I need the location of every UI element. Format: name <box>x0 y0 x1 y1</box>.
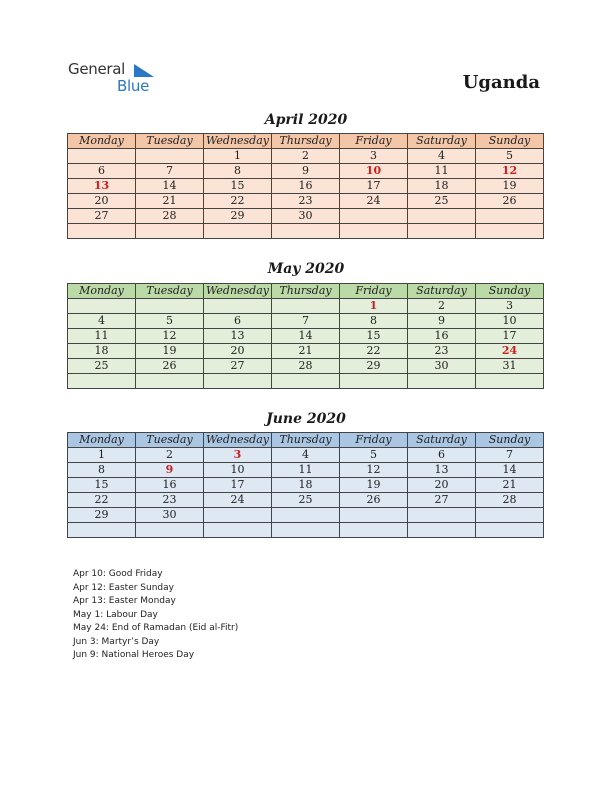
day-cell <box>68 523 136 538</box>
day-cell: 24 <box>204 493 272 508</box>
day-cell: 4 <box>68 314 136 329</box>
week-row <box>68 478 544 493</box>
day-cell: 16 <box>136 478 204 493</box>
day-cell: 8 <box>204 164 272 179</box>
day-cell: 3 <box>476 299 544 314</box>
month-title-may: May 2020 <box>267 261 345 277</box>
week-row <box>68 493 544 508</box>
day-cell: 7 <box>476 448 544 463</box>
day-cell: 12 <box>340 463 408 478</box>
day-cell <box>136 374 204 389</box>
calendar-may <box>67 283 544 389</box>
day-cell: 30 <box>408 359 476 374</box>
holiday-list-item: May 1: Labour Day <box>73 609 158 620</box>
day-cell: 26 <box>476 194 544 209</box>
day-cell: 15 <box>204 179 272 194</box>
day-cell: 1 <box>68 448 136 463</box>
day-cell <box>408 209 476 224</box>
day-cell <box>136 224 204 239</box>
day-cell: 28 <box>136 209 204 224</box>
day-cell: 21 <box>136 194 204 209</box>
day-cell: 28 <box>272 359 340 374</box>
weekday-header: Tuesday <box>136 284 204 299</box>
weekday-header: Tuesday <box>136 134 204 149</box>
day-cell <box>476 374 544 389</box>
day-cell: 13 <box>204 329 272 344</box>
week-row <box>68 344 544 359</box>
day-cell <box>340 374 408 389</box>
weekday-header: Saturday <box>408 284 476 299</box>
day-cell: 2 <box>136 448 204 463</box>
day-cell: 29 <box>340 359 408 374</box>
day-cell: 7 <box>272 314 340 329</box>
day-cell: 4 <box>272 448 340 463</box>
day-cell <box>68 299 136 314</box>
day-cell <box>204 299 272 314</box>
day-cell <box>476 224 544 239</box>
week-row <box>68 329 544 344</box>
week-row <box>68 359 544 374</box>
day-cell: 19 <box>136 344 204 359</box>
weekday-header: Thursday <box>272 284 340 299</box>
day-cell: 18 <box>408 179 476 194</box>
logo <box>68 60 158 96</box>
day-cell: 30 <box>136 508 204 523</box>
day-cell: 20 <box>408 478 476 493</box>
day-cell: 15 <box>340 329 408 344</box>
day-cell: 23 <box>408 344 476 359</box>
day-cell: 7 <box>136 164 204 179</box>
day-cell: 8 <box>340 314 408 329</box>
day-cell: 27 <box>204 359 272 374</box>
day-cell: 20 <box>68 194 136 209</box>
weekday-header: Wednesday <box>204 134 272 149</box>
day-cell: 9 <box>272 164 340 179</box>
day-cell <box>340 224 408 239</box>
weekday-header: Friday <box>340 284 408 299</box>
week-row <box>68 448 544 463</box>
day-cell <box>68 149 136 164</box>
weekday-header-row <box>68 134 544 149</box>
week-row <box>68 164 544 179</box>
week-row <box>68 149 544 164</box>
day-cell: 16 <box>272 179 340 194</box>
logo-text-blue: Blue <box>117 77 149 95</box>
day-cell: 1 <box>204 149 272 164</box>
logo-text-general: General <box>68 60 126 78</box>
day-cell <box>136 523 204 538</box>
day-cell <box>204 523 272 538</box>
day-cell <box>68 224 136 239</box>
day-cell <box>408 508 476 523</box>
calendar-june <box>67 432 544 538</box>
day-cell <box>272 299 340 314</box>
day-cell: 12 <box>136 329 204 344</box>
day-cell <box>136 149 204 164</box>
day-cell: 22 <box>204 194 272 209</box>
week-row <box>68 523 544 538</box>
day-cell: 14 <box>476 463 544 478</box>
day-cell: 18 <box>272 478 340 493</box>
day-cell: 21 <box>476 478 544 493</box>
day-cell: 11 <box>272 463 340 478</box>
day-cell: 14 <box>136 179 204 194</box>
day-cell: 16 <box>408 329 476 344</box>
day-cell: 25 <box>408 194 476 209</box>
weekday-header: Sunday <box>476 284 544 299</box>
week-row <box>68 314 544 329</box>
weekday-header: Friday <box>340 433 408 448</box>
week-row <box>68 374 544 389</box>
holiday-list-item: Jun 3: Martyr’s Day <box>73 636 160 647</box>
week-row <box>68 179 544 194</box>
holiday-day-cell: 13 <box>68 179 136 194</box>
calendar-april <box>67 133 544 239</box>
weekday-header: Tuesday <box>136 433 204 448</box>
day-cell <box>272 374 340 389</box>
day-cell: 2 <box>408 299 476 314</box>
holiday-list-item: Apr 12: Easter Sunday <box>73 582 174 593</box>
day-cell <box>136 299 204 314</box>
week-row <box>68 209 544 224</box>
week-row <box>68 463 544 478</box>
week-row <box>68 224 544 239</box>
weekday-header: Wednesday <box>204 433 272 448</box>
day-cell <box>340 523 408 538</box>
day-cell: 17 <box>340 179 408 194</box>
day-cell: 14 <box>272 329 340 344</box>
weekday-header: Saturday <box>408 134 476 149</box>
week-row <box>68 299 544 314</box>
day-cell: 29 <box>204 209 272 224</box>
day-cell: 23 <box>272 194 340 209</box>
day-cell: 22 <box>68 493 136 508</box>
weekday-header: Monday <box>68 134 136 149</box>
weekday-header: Sunday <box>476 134 544 149</box>
day-cell: 5 <box>340 448 408 463</box>
day-cell: 26 <box>136 359 204 374</box>
day-cell <box>68 374 136 389</box>
day-cell: 19 <box>476 179 544 194</box>
day-cell: 29 <box>68 508 136 523</box>
day-cell <box>340 209 408 224</box>
day-cell: 18 <box>68 344 136 359</box>
holiday-day-cell: 1 <box>340 299 408 314</box>
weekday-header: Thursday <box>272 433 340 448</box>
weekday-header: Wednesday <box>204 284 272 299</box>
weekday-header: Saturday <box>408 433 476 448</box>
holiday-list-item: May 24: End of Ramadan (Eid al-Fitr) <box>73 623 239 633</box>
day-cell: 2 <box>272 149 340 164</box>
holiday-day-cell: 10 <box>340 164 408 179</box>
day-cell: 6 <box>204 314 272 329</box>
day-cell <box>408 224 476 239</box>
day-cell: 4 <box>408 149 476 164</box>
day-cell: 11 <box>68 329 136 344</box>
weekday-header: Friday <box>340 134 408 149</box>
day-cell: 5 <box>476 149 544 164</box>
day-cell <box>204 374 272 389</box>
day-cell: 25 <box>68 359 136 374</box>
day-cell: 10 <box>204 463 272 478</box>
day-cell: 11 <box>408 164 476 179</box>
day-cell: 24 <box>340 194 408 209</box>
day-cell: 6 <box>68 164 136 179</box>
month-title-june: June 2020 <box>266 411 346 427</box>
weekday-header: Sunday <box>476 433 544 448</box>
week-row <box>68 194 544 209</box>
day-cell <box>204 508 272 523</box>
day-cell: 17 <box>204 478 272 493</box>
day-cell <box>476 508 544 523</box>
day-cell: 9 <box>408 314 476 329</box>
weekday-header-row <box>68 284 544 299</box>
day-cell: 5 <box>136 314 204 329</box>
day-cell: 27 <box>68 209 136 224</box>
holiday-day-cell: 12 <box>476 164 544 179</box>
day-cell: 23 <box>136 493 204 508</box>
day-cell: 28 <box>476 493 544 508</box>
country-name: Uganda <box>462 72 540 93</box>
day-cell <box>408 374 476 389</box>
weekday-header: Monday <box>68 433 136 448</box>
day-cell: 15 <box>68 478 136 493</box>
day-cell <box>340 508 408 523</box>
day-cell: 25 <box>272 493 340 508</box>
day-cell: 20 <box>204 344 272 359</box>
month-title-april: April 2020 <box>264 112 348 128</box>
holiday-list-item: Jun 9: National Heroes Day <box>73 650 195 660</box>
weekday-header: Thursday <box>272 134 340 149</box>
day-cell <box>204 224 272 239</box>
day-cell: 30 <box>272 209 340 224</box>
day-cell: 31 <box>476 359 544 374</box>
day-cell <box>272 508 340 523</box>
holiday-list <box>73 568 238 663</box>
day-cell: 27 <box>408 493 476 508</box>
day-cell <box>272 523 340 538</box>
holiday-day-cell: 3 <box>204 448 272 463</box>
holiday-list-item: Apr 13: Easter Monday <box>73 596 176 606</box>
day-cell: 10 <box>476 314 544 329</box>
day-cell: 6 <box>408 448 476 463</box>
week-row <box>68 508 544 523</box>
day-cell: 17 <box>476 329 544 344</box>
weekday-header: Monday <box>68 284 136 299</box>
day-cell <box>272 224 340 239</box>
day-cell: 19 <box>340 478 408 493</box>
day-cell: 3 <box>340 149 408 164</box>
holiday-day-cell: 9 <box>136 463 204 478</box>
holiday-list-item: Apr 10: Good Friday <box>73 569 163 579</box>
weekday-header-row <box>68 433 544 448</box>
day-cell <box>476 209 544 224</box>
day-cell: 21 <box>272 344 340 359</box>
day-cell <box>476 523 544 538</box>
day-cell <box>408 523 476 538</box>
day-cell: 8 <box>68 463 136 478</box>
day-cell: 22 <box>340 344 408 359</box>
logo-flag-icon <box>134 64 154 78</box>
day-cell: 13 <box>408 463 476 478</box>
holiday-day-cell: 24 <box>476 344 544 359</box>
day-cell: 26 <box>340 493 408 508</box>
